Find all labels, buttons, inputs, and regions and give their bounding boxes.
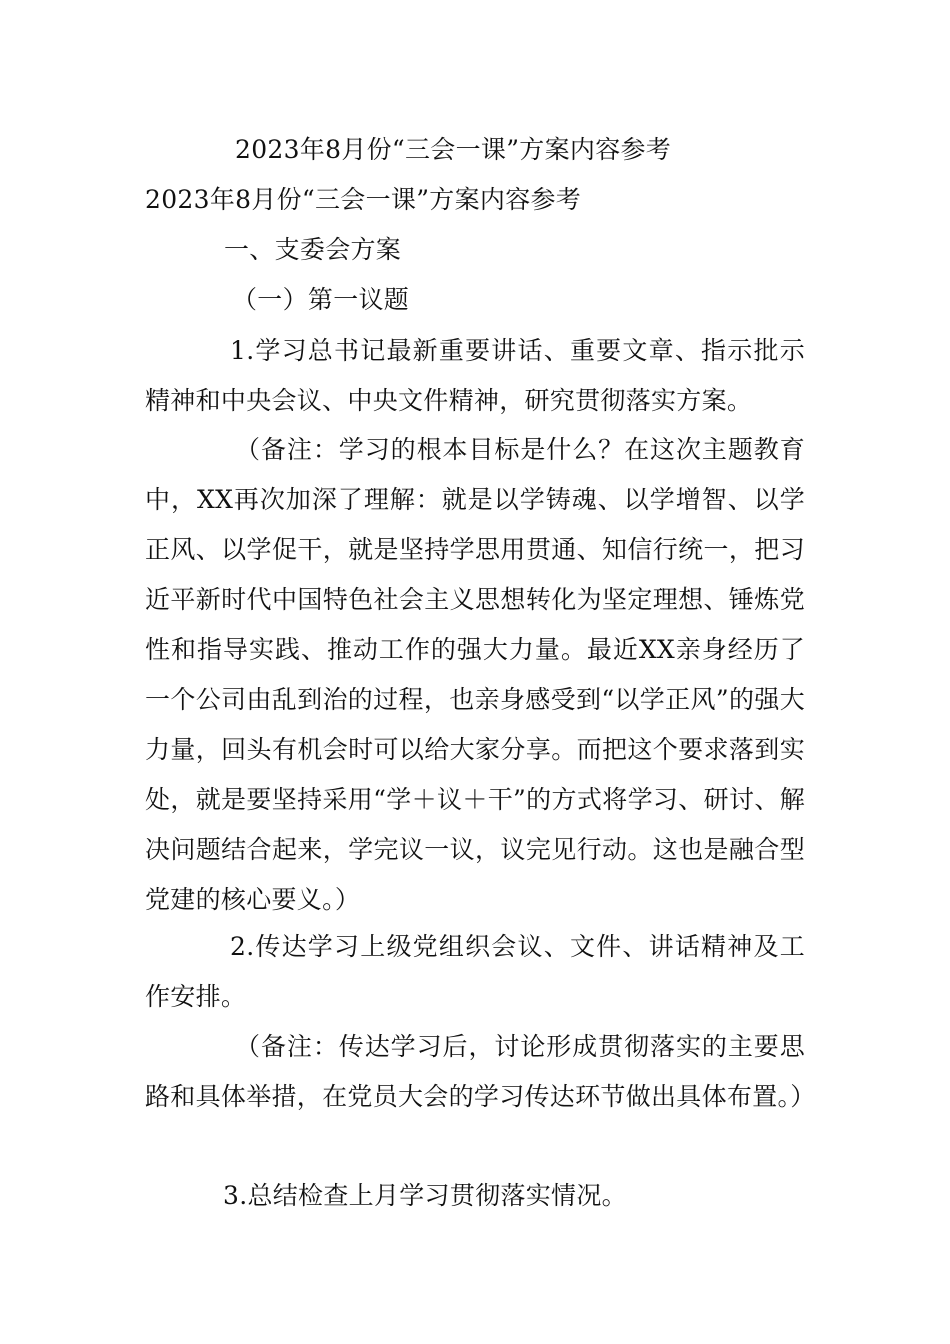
section-heading: 一、支委会方案 (224, 235, 402, 264)
paragraph-note-convey: （备注：传达学习后，讨论形成贯彻落实的主要思路和具体举措，在党员大会的学习传达环节做出具体布置。） (145, 1032, 816, 1111)
document-subtitle: 2023年8月份“三会一课”方案内容参考 (145, 185, 582, 214)
paragraph-note-study-goal: （备注：学习的根本目标是什么？在这次主题教育中，XX再次加深了理解：就是以学铸魂、以学增智、以学正风、以学促干，就是坚持学思用贯通、知信行统一，把习近平新时代中国特色社会主义思想转化为坚定理想、锤炼党性和指导实践、推动工作的强大力量。最近XX亲身经历了一个公司由乱到治的过程，也亲身感受到“以学正风”的强大力量，回头有机会时可以给大家分享。而把这个要求落到实处，就是要坚持采用“学＋议＋干”的方式将学习、研讨、解决问题结合起来，学完议一议，议完见行动。这也是融合型党建的核心要义。） (145, 435, 805, 914)
paragraph-study-speeches: 1.学习总书记最新重要讲话、重要文章、指示批示精神和中央会议、中央文件精神，研究贯彻落实方案。 (145, 336, 805, 415)
paragraph-review-last-month: 3.总结检查上月学习贯彻落实情况。 (223, 1181, 627, 1210)
paragraph-convey-instructions: 2.传达学习上级党组织会议、文件、讲话精神及工作安排。 (145, 932, 805, 1011)
document-title: 2023年8月份“三会一课”方案内容参考 (235, 135, 672, 164)
subsection-heading: （一）第一议题 (232, 285, 410, 314)
